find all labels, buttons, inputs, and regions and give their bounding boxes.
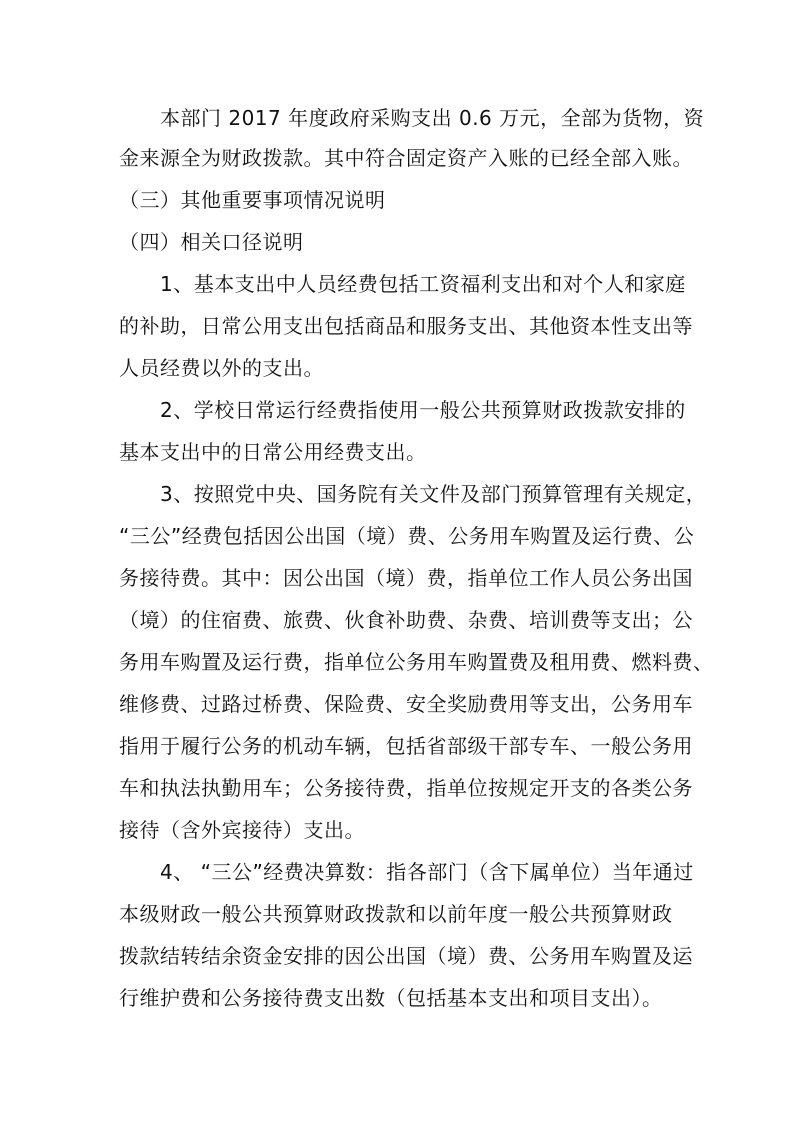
text-line: 车和执法执勤用车；公务接待费，指单位按规定开支的各类公务 [119, 776, 693, 800]
text-line: “三公”经费包括因公出国（境）费、公务用车购置及运行费、公 [119, 524, 695, 548]
text-line: 本级财政一般公共预算财政拨款和以前年度一般公共预算财政 [119, 902, 673, 926]
text-line: 行维护费和公务接待费支出数（包括基本支出和项目支出）。 [119, 986, 663, 1010]
text-line: 指用于履行公务的机动车辆，包括省部级干部专车、一般公务用 [119, 734, 693, 758]
section-heading: （四）相关口径说明 [119, 230, 304, 254]
text-line: 维修费、过路过桥费、保险费、安全奖励费用等支出，公务用车 [119, 692, 693, 716]
text-line: 接待（含外宾接待）支出。 [119, 818, 365, 842]
text-line: 务接待费。其中：因公出国（境）费，指单位工作人员公务出国 [119, 566, 693, 590]
section-heading: （三）其他重要事项情况说明 [119, 188, 386, 212]
text-line: （境）的住宿费、旅费、伙食补助费、杂费、培训费等支出；公 [119, 608, 693, 632]
text-line: 拨款结转结余资金安排的因公出国（境）费、公务用车购置及运 [119, 944, 693, 968]
text-line: 金来源全为财政拨款。其中符合固定资产入账的已经全部入账。 [119, 146, 693, 170]
text-line: 1、基本支出中人员经费包括工资福利支出和对个人和家庭 [160, 272, 686, 296]
text-line: 4、 “三公”经费决算数：指各部门（含下属单位）当年通过 [160, 860, 694, 884]
text-line: 本部门 2017 年度政府采购支出 0.6 万元，全部为货物，资 [160, 106, 705, 130]
text-line: 基本支出中的日常公用经费支出。 [119, 440, 427, 464]
text-line: 的补助，日常公用支出包括商品和服务支出、其他资本性支出等 [119, 314, 693, 338]
text-line: 2、学校日常运行经费指使用一般公共预算财政拨款安排的 [160, 398, 686, 422]
text-line: 人员经费以外的支出。 [119, 356, 324, 380]
text-line: 务用车购置及运行费，指单位公务用车购置费及租用费、燃料费、 [119, 650, 714, 674]
text-line: 3、按照党中央、国务院有关文件及部门预算管理有关规定， [160, 482, 707, 506]
